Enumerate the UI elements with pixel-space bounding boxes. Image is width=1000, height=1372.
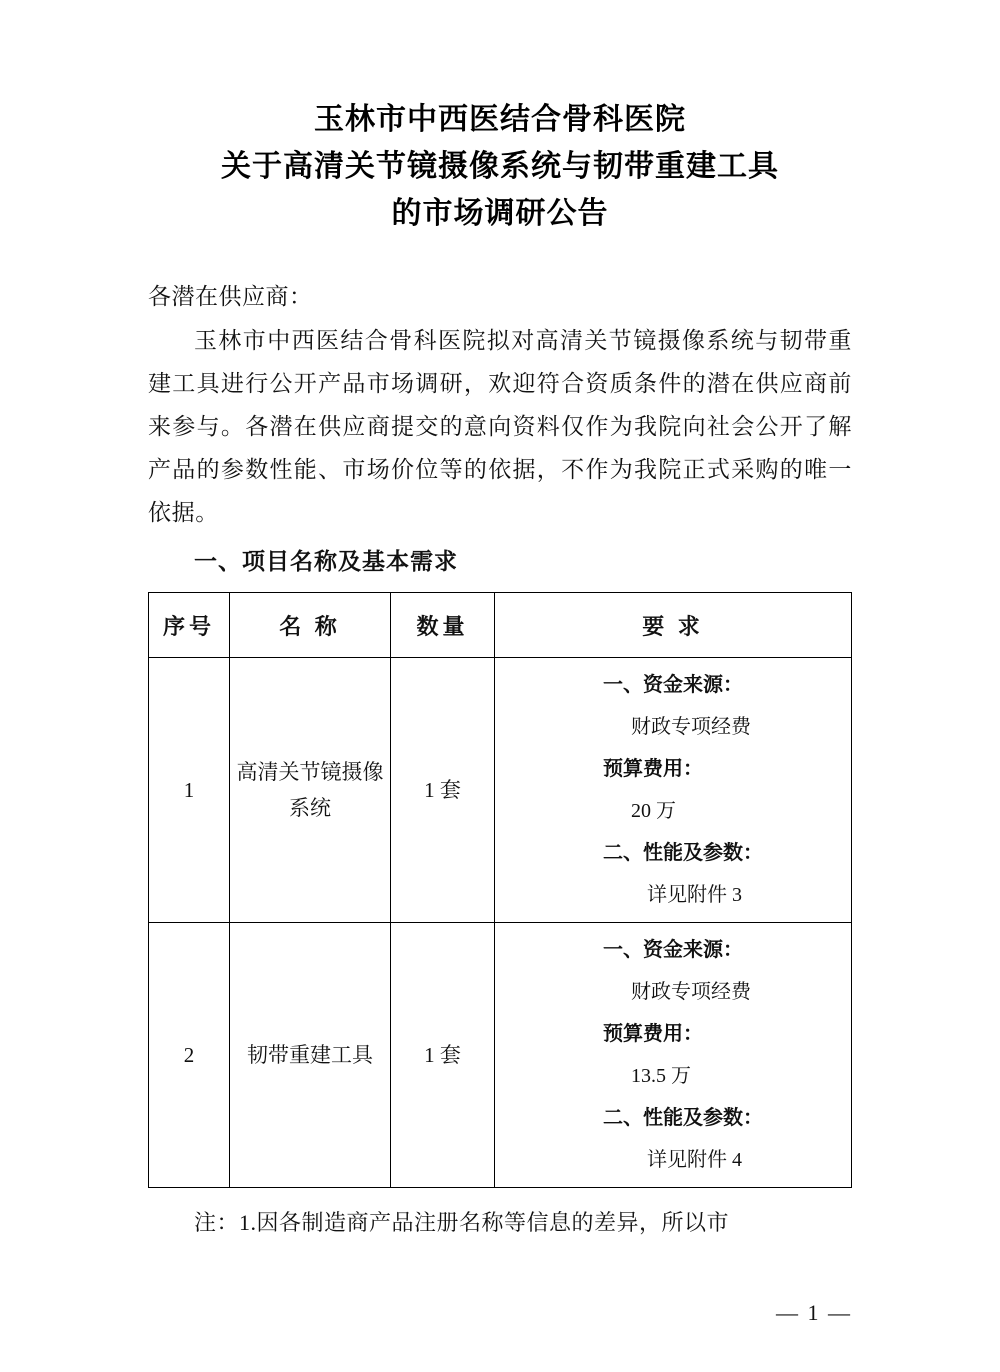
row-2-source-value: 财政专项经费	[631, 981, 751, 1003]
row-2-budget-value: 13.5 万	[631, 1065, 691, 1087]
row-2-qty: 1 套	[391, 923, 495, 1188]
table-header-row	[149, 593, 852, 658]
row-1-budget-label: 预算费用：	[603, 758, 703, 780]
salutation: 各潜在供应商：	[148, 284, 313, 309]
row-2-no: 2	[149, 923, 230, 1188]
table-row	[149, 658, 852, 923]
intro-paragraph: 玉林市中西医结合骨科医院拟对高清关节镜摄像系统与韧带重建工具进行公开产品市场调研，欢迎符合资质条件的潜在供应商前来参与。各潜在供应商提交的意向资料仅作为我院向社会公开了解产品的参数性能、市场价位等的依据，不作为我院正式采购的唯一依据。	[148, 328, 852, 525]
row-1-budget-value: 20 万	[631, 800, 676, 822]
page-number: — 1 —	[776, 1300, 852, 1325]
row-1-spec-value: 详见附件 3	[647, 884, 742, 906]
header-qty: 数量	[391, 593, 495, 658]
row-2-name: 韧带重建工具	[230, 923, 391, 1188]
row-2-spec-value: 详见附件 4	[647, 1149, 742, 1171]
title-line-1: 玉林市中西医结合骨科医院	[314, 103, 686, 136]
document-title	[148, 96, 852, 237]
header-req: 要 求	[495, 593, 852, 658]
row-1-qty: 1 套	[391, 658, 495, 923]
header-name: 名 称	[230, 593, 391, 658]
table-note: 注：1.因各制造商产品注册名称等信息的差异，所以市	[194, 1210, 730, 1235]
row-1-name: 高清关节镜摄像系统	[230, 658, 391, 923]
row-1-requirements	[495, 658, 852, 923]
section-heading: 一、项目名称及基本需求	[194, 549, 458, 574]
row-2-source-label: 一、资金来源：	[603, 939, 743, 961]
header-no: 序号	[149, 593, 230, 658]
requirements-table	[148, 592, 852, 1188]
row-1-source-label: 一、资金来源：	[603, 674, 743, 696]
title-line-3: 的市场调研公告	[391, 197, 609, 230]
row-1-spec-label: 二、性能及参数：	[603, 842, 763, 864]
row-1-source-value: 财政专项经费	[631, 716, 751, 738]
row-2-requirements	[495, 923, 852, 1188]
row-2-spec-label: 二、性能及参数：	[603, 1107, 763, 1129]
title-line-2: 关于高清关节镜摄像系统与韧带重建工具	[221, 150, 779, 183]
table-row	[149, 923, 852, 1188]
row-1-no: 1	[149, 658, 230, 923]
row-2-budget-label: 预算费用：	[603, 1023, 703, 1045]
